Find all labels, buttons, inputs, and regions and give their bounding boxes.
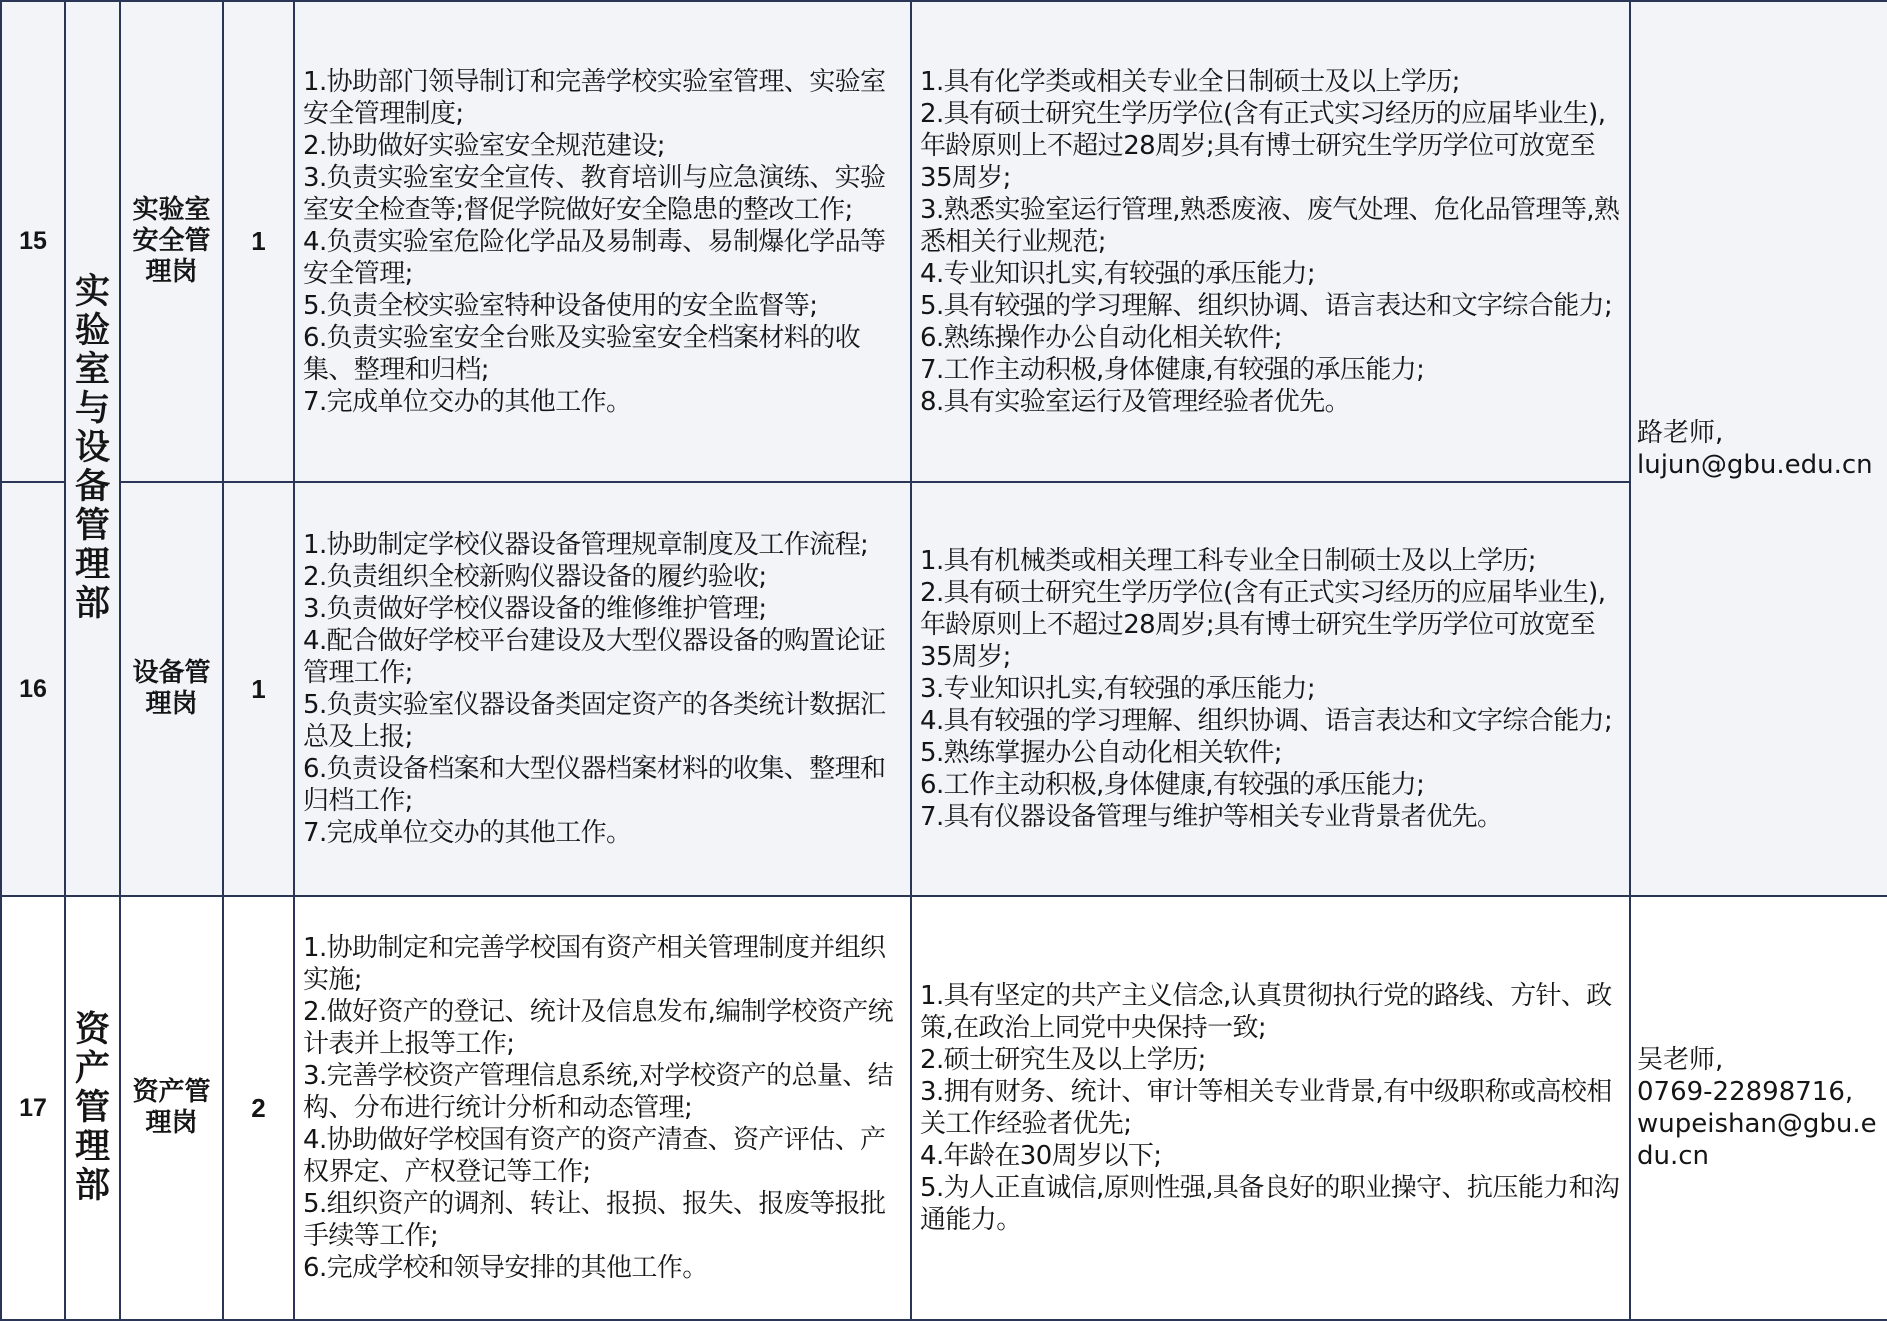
department-lab-equipment: 实 验 室 与 设 备 管 理 部 (65, 1, 120, 896)
job-requirements: 1.具有机械类或相关理工科专业全日制硕士及以上学历; 2.具有硕士研究生学历学位(含有正式实习经历的应届毕业生),年龄原则上不超过28周岁;具有博士研究生学历学位可放宽至35周岁; 3.专业知识扎实,有较强的承压能力; 4.具有较强的学习理解、组织协调、语言表达和文字综合能力; 5.熟练掌握办公自动化相关软件; 6.工作主动积极,身体健康,有较强的承压能力; 7.具有仪器设备管理与维护等相关专业背景者优先。 (911, 482, 1630, 896)
headcount: 1 (223, 1, 294, 482)
job-duties: 1.协助制定和完善学校国有资产相关管理制度并组织实施; 2.做好资产的登记、统计及信息发布,编制学校资产统计表并上报等工作; 3.完善学校资产管理信息系统,对学校资产的总量、结构、分布进行统计分析和动态管理; 4.协助做好学校国有资产的资产清查、资产评估、产权界定、产权登记等工作; 5.组织资产的调剂、转让、报损、报失、报废等报批手续等工作; 6.完成学校和领导安排的其他工作。 (294, 896, 911, 1320)
department-asset: 资 产 管 理 部 (65, 896, 120, 1320)
contact-name: 路老师, (1637, 417, 1724, 448)
post-name: 实验室安全管理岗 (120, 1, 223, 482)
job-requirements: 1.具有坚定的共产主义信念,认真贯彻执行党的路线、方针、政策,在政治上同党中央保持一致; 2.硕士研究生及以上学历; 3.拥有财务、统计、审计等相关专业背景,有中级职称或高校相关工作经验者优先; 4.年龄在30周岁以下; 5.为人正直诚信,原则性强,具备良好的职业操守、抗压能力和沟通能力。 (911, 896, 1630, 1320)
headcount: 1 (223, 482, 294, 896)
contact-email: wupeishan@gbu.edu.cn (1637, 1109, 1877, 1171)
post-name: 设备管理岗 (120, 482, 223, 896)
row-number: 17 (1, 896, 65, 1320)
row-number: 15 (1, 1, 65, 482)
table-row-17 (1, 896, 1887, 1320)
contact-email: lujun@gbu.edu.cn (1637, 449, 1873, 480)
job-requirements: 1.具有化学类或相关专业全日制硕士及以上学历; 2.具有硕士研究生学历学位(含有正式实习经历的应届毕业生),年龄原则上不超过28周岁;具有博士研究生学历学位可放宽至35周岁; 3.熟悉实验室运行管理,熟悉废液、废气处理、危化品管理等,熟悉相关行业规范; 4.专业知识扎实,有较强的承压能力; 5.具有较强的学习理解、组织协调、语言表达和文字综合能力; 6.熟练操作办公自动化相关软件; 7.工作主动积极,身体健康,有较强的承压能力; 8.具有实验室运行及管理经验者优先。 (911, 1, 1630, 482)
headcount: 2 (223, 896, 294, 1320)
job-duties: 1.协助部门领导制订和完善学校实验室管理、实验室安全管理制度; 2.协助做好实验室安全规范建设; 3.负责实验室安全宣传、教育培训与应急演练、实验室安全检查等;督促学院做好安全隐患的整改工作; 4.负责实验室危险化学品及易制毒、易制爆化学品等安全管理; 5.负责全校实验室特种设备使用的安全监督等; 6.负责实验室安全台账及实验室安全档案材料的收集、整理和归档; 7.完成单位交办的其他工作。 (294, 1, 911, 482)
contact-asset (1630, 896, 1887, 1320)
contact-lab (1630, 1, 1887, 896)
table-row-15 (1, 1, 1887, 482)
row-number: 16 (1, 482, 65, 896)
post-name: 资产管理岗 (120, 896, 223, 1320)
table-row-16 (1, 482, 1887, 896)
contact-phone: 0769-22898716, (1637, 1077, 1854, 1107)
contact-name: 吴老师, (1637, 1045, 1724, 1075)
job-duties: 1.协助制定学校仪器设备管理规章制度及工作流程; 2.负责组织全校新购仪器设备的履约验收; 3.负责做好学校仪器设备的维修维护管理; 4.配合做好学校平台建设及大型仪器设备的购置论证管理工作; 5.负责实验室仪器设备类固定资产的各类统计数据汇总及上报; 6.负责设备档案和大型仪器档案材料的收集、整理和归档工作; 7.完成单位交办的其他工作。 (294, 482, 911, 896)
